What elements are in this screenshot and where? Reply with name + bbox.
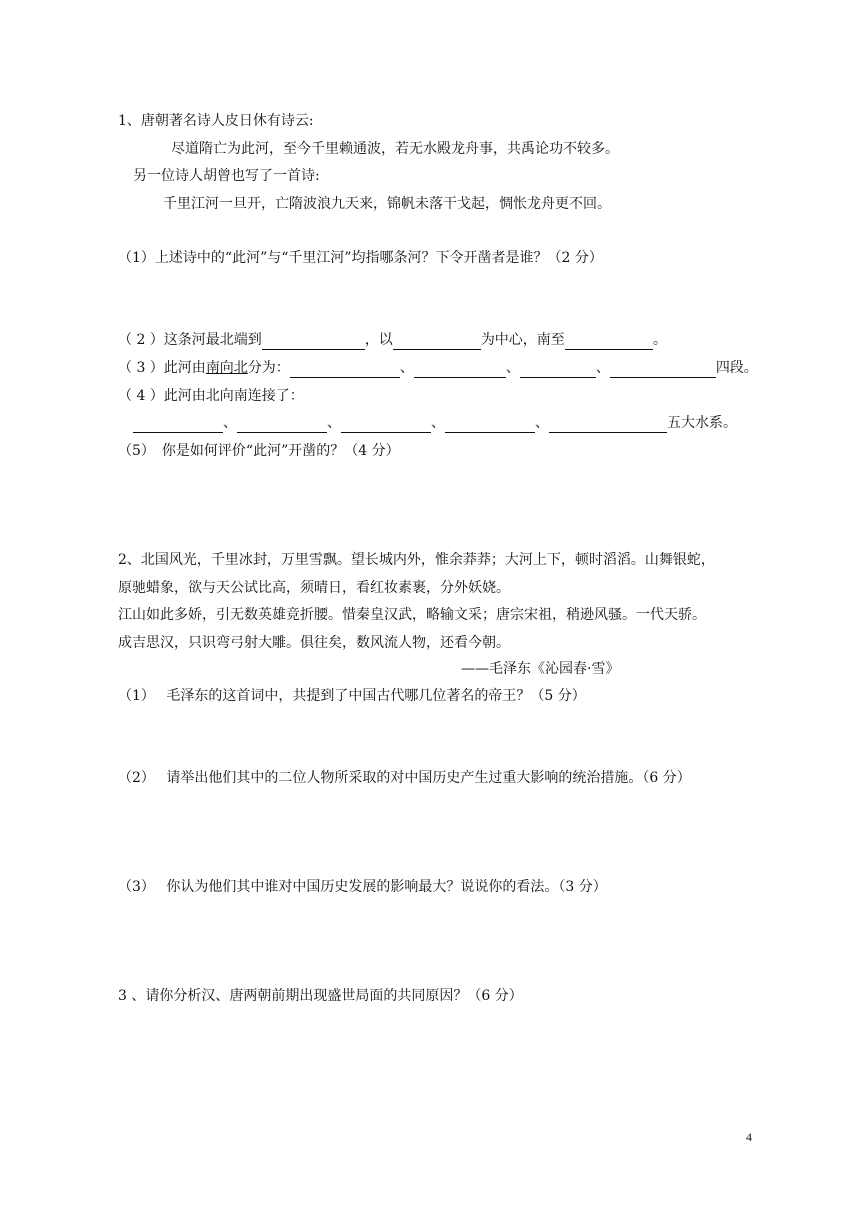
q1-sub4-blanks [133, 413, 737, 433]
q2-poem-line-1: 2、北国风光，千里冰封，万里雪飘。望长城内外，惟余莽莽；大河上下，顿时滔滔。山舞银蛇， [118, 552, 715, 568]
answer-blank-center[interactable] [393, 333, 481, 350]
q1-sub3-text-a: （ 3 ）此河由 [118, 360, 206, 376]
answer-blank-north[interactable] [262, 333, 365, 350]
q2-source: ——毛泽东《沁园春·雪》 [461, 661, 620, 677]
q1-sub2 [118, 330, 667, 350]
q1-sub2-text-a: （ 2 ）这条河最北端到 [118, 332, 262, 348]
separator: 、 [223, 415, 237, 431]
q1-sub3-text-b: 分为： [247, 360, 290, 376]
answer-blank-water-5[interactable] [549, 416, 667, 433]
q1-sub3-end: 四段。 [715, 360, 758, 376]
q2-sub3: （3） 你认为他们其中谁对中国历史发展的影响最大？说说你的看法。（3 分） [118, 879, 607, 895]
answer-blank-segment-1[interactable] [290, 361, 400, 378]
q3-question: 3 、请你分析汉、唐两朝前期出现盛世局面的共同原因？（6 分） [118, 988, 523, 1004]
answer-blank-south[interactable] [565, 333, 653, 350]
q2-sub1: （1） 毛泽东的这首词中，共提到了中国古代哪几位著名的帝王？（5 分） [118, 688, 586, 704]
q1-sub4: （ 4 ）此河由北向南连接了： [118, 388, 304, 404]
separator: 、 [431, 415, 445, 431]
q1-sub2-text-d: 。 [652, 332, 667, 348]
separator: 、 [399, 360, 414, 376]
separator: 、 [595, 360, 610, 376]
separator: 、 [505, 360, 520, 376]
q1-poem-1: 尽道隋亡为此河，至今千里赖通波，若无水殿龙舟事，共禹论功不较多。 [171, 141, 619, 157]
answer-blank-water-4[interactable] [445, 416, 535, 433]
separator: 、 [327, 415, 341, 431]
answer-blank-water-3[interactable] [341, 416, 431, 433]
q1-sub5: （5） 你是如何评价“此河”开凿的？（4 分） [118, 443, 400, 459]
answer-blank-segment-3[interactable] [520, 361, 596, 378]
page-number: 4 [746, 1130, 752, 1144]
q1-sub2-text-b: ，以 [364, 332, 393, 348]
q1-sub1: （1）上述诗中的“此河”与“千里江河”均指哪条河？下令开凿者是谁？（2 分） [118, 250, 603, 266]
q2-poem-line-2: 原驰蜡象，欲与天公试比高，须晴日，看红妆素裹，分外妖娆。 [118, 580, 510, 596]
q1-sub4-end: 五大水系。 [667, 415, 737, 431]
q1-sub3 [118, 358, 758, 378]
answer-blank-water-2[interactable] [237, 416, 327, 433]
q2-sub2: （2） 请举出他们其中的二位人物所采取的对中国历史产生过重大影响的统治措施。（6 分） [118, 770, 691, 786]
q1-poem-2: 千里江河一旦开，亡隋波浪九天来，锦帆未落干戈起，惆怅龙舟更不回。 [163, 196, 611, 212]
q1-sub2-text-c: 为中心，南至 [480, 332, 565, 348]
q2-poem-line-4: 成吉思汉，只识弯弓射大雕。俱往矣，数风流人物，还看今朝。 [118, 635, 510, 651]
q1-sub3-underlined: 南向北 [205, 360, 248, 376]
answer-blank-segment-2[interactable] [414, 361, 506, 378]
q2-poem-line-3: 江山如此多娇，引无数英雄竞折腰。惜秦皇汉武，略输文采；唐宗宋祖，稍逊风骚。一代天骄。 [118, 607, 706, 623]
answer-blank-water-1[interactable] [133, 416, 223, 433]
answer-blank-segment-4[interactable] [610, 361, 716, 378]
q1-intro-2: 另一位诗人胡曾也写了一首诗: [133, 168, 320, 184]
separator: 、 [535, 415, 549, 431]
q1-intro: 1、唐朝著名诗人皮日休有诗云: [118, 113, 314, 129]
